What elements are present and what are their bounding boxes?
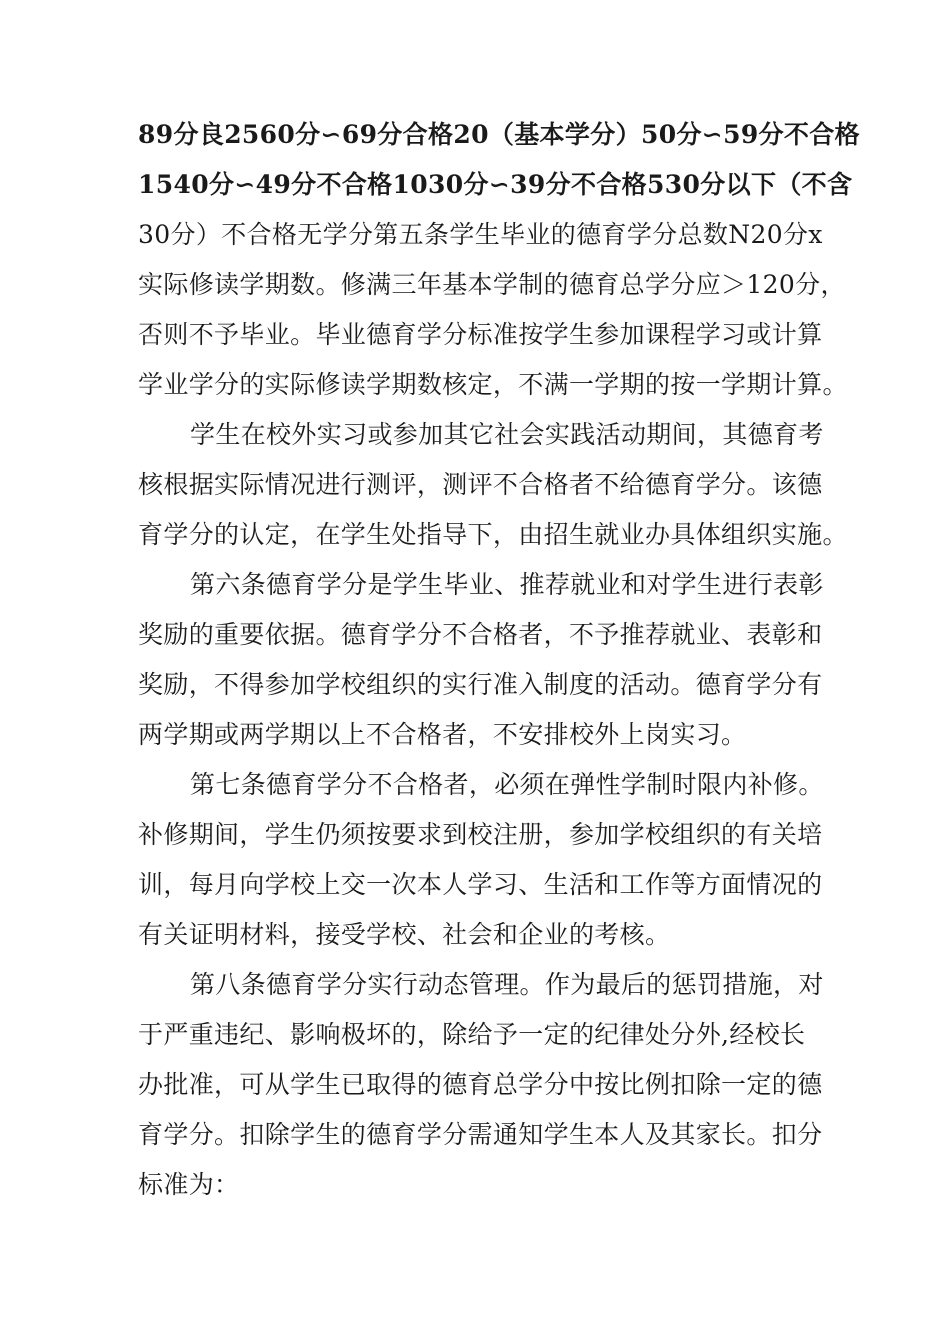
paragraph-external-practice: [138, 410, 848, 560]
text-line: 有关证明材料，接受学校、社会和企业的考核。: [138, 920, 671, 949]
paragraph-article-eight: [138, 960, 838, 1210]
text-line: 否则不予毕业。毕业德育学分标准按学生参加课程学习或计算: [138, 320, 823, 349]
text-line: 第六条德育学分是学生毕业、推荐就业和对学生进行表彰: [190, 570, 824, 599]
text-line: 办批准，可从学生已取得的德育总学分中按比例扣除一定的德: [138, 1070, 823, 1099]
text-line: 育学分。扣除学生的德育学分需通知学生本人及其家长。扣分: [138, 1120, 823, 1149]
text-line: 学业学分的实际修读学期数核定，不满一学期的按一学期计算。: [138, 370, 848, 399]
text-line: 89分良2560分∽69分合格20（基本学分）50分∽59分不合格: [138, 120, 860, 149]
text-line: 奖励的重要依据。德育学分不合格者，不予推荐就业、表彰和: [138, 620, 823, 649]
text-line: 第八条德育学分实行动态管理。作为最后的惩罚措施，对: [190, 970, 824, 999]
text-line: 奖励，不得参加学校组织的实行准入制度的活动。德育学分有: [138, 670, 823, 699]
text-line: 30分）不合格无学分第五条学生毕业的德育学分总数N20分x: [138, 220, 823, 249]
document-page: [138, 110, 860, 1210]
text-line: 育学分的认定，在学生处指导下，由招生就业办具体组织实施。: [138, 520, 848, 549]
paragraph-article-six: [138, 560, 838, 760]
paragraph-grading-scale: [138, 110, 860, 410]
text-line: 实际修读学期数。修满三年基本学制的德育总学分应＞120分，: [138, 270, 846, 299]
text-line: 1540分∽49分不合格1030分∽39分不合格530分以下（不含: [138, 170, 853, 199]
text-line: 训，每月向学校上交一次本人学习、生活和工作等方面情况的: [138, 870, 823, 899]
text-line: 第七条德育学分不合格者，必须在弹性学制时限内补修。: [190, 770, 824, 799]
text-line: 标准为：: [138, 1170, 240, 1199]
text-line: 于严重违纪、影响极坏的，除给予一定的纪律处分外,经校长: [138, 1020, 806, 1049]
text-line: 学生在校外实习或参加其它社会实践活动期间，其德育考: [190, 420, 824, 449]
text-line: 核根据实际情况进行测评，测评不合格者不给德育学分。该德: [138, 470, 823, 499]
text-line: 两学期或两学期以上不合格者，不安排校外上岗实习。: [138, 720, 747, 749]
text-line: 补修期间，学生仍须按要求到校注册，参加学校组织的有关培: [138, 820, 823, 849]
paragraph-article-seven: [138, 760, 838, 960]
